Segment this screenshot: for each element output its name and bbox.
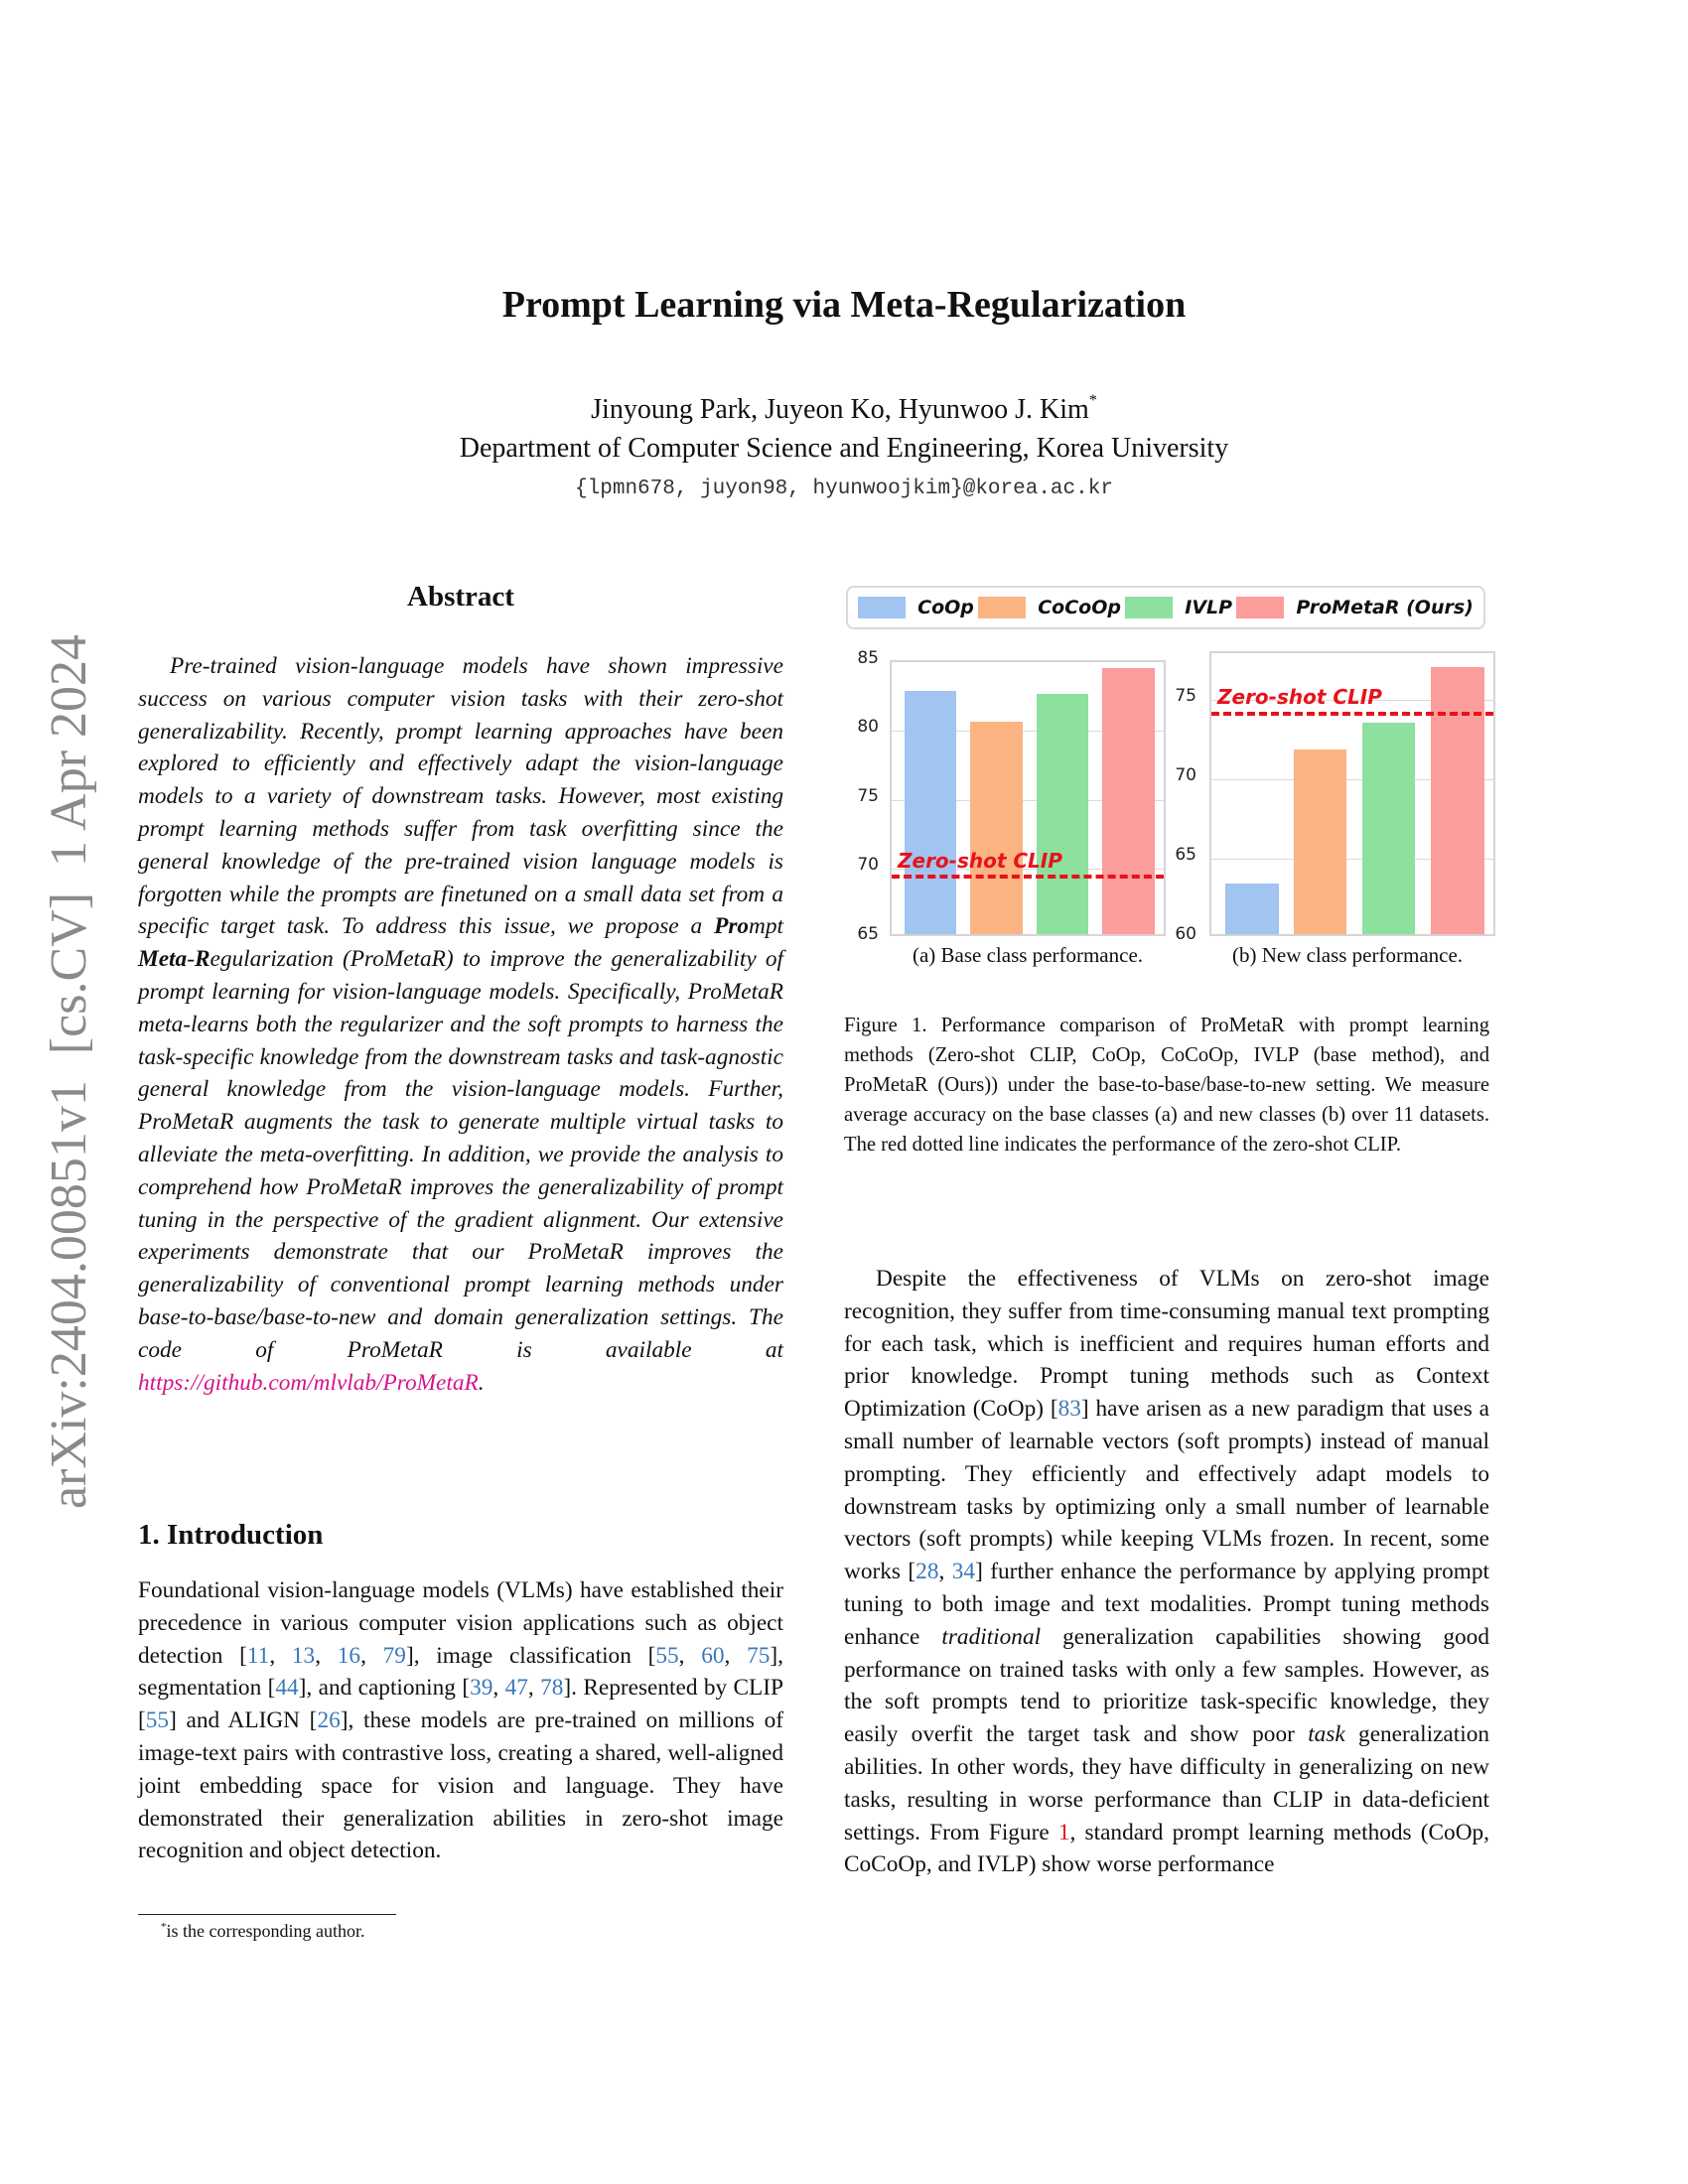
footnote [161,1921,364,1942]
bar-prometar [1431,667,1484,934]
emphasis-text: task [1308,1721,1345,1748]
abstract-text: . [478,1369,485,1396]
body-text: generalization capabilities showing good performance on trained tasks with only a few samples. However, as the soft prompts tend to prioritize task-specific knowledge, they easily overfit the target task and show poor [844,1623,1489,1748]
body-text: Despite the effectiveness of VLMs on zero-shot image recognition, they suffer from time-consuming manual text prompting for each task, which is inefficient and requires human efforts and prior knowledge. Prompt tuning methods such as Context Optimization (CoOp) [ [844,1266,1489,1423]
citation-link[interactable]: 11 [246,1642,270,1669]
footnote-mark: * [161,1921,167,1933]
author-names: Jinyoung Park, Juyeon Ko, Hyunwoo J. Kim [591,394,1089,425]
citation-link[interactable]: 44 [275,1675,299,1702]
body-text: ] further enhance the performance by applying prompt tuning to both image and text modalities. Prompt tuning methods enhance [844,1559,1490,1650]
y-tick-label: 65 [1175,845,1196,865]
legend-item-cocoop [978,597,1121,618]
citation-link[interactable]: 13 [291,1642,316,1669]
body-text: ]. Represented by CLIP [ [138,1675,784,1734]
citation-link[interactable]: 16 [337,1642,361,1669]
bar-coop [905,691,956,934]
bar-cocoop [970,722,1023,934]
abstract-heading: Abstract [407,581,514,613]
y-tick-label: 75 [1175,686,1196,706]
legend-swatch [1236,597,1284,618]
introduction-paragraph: Foundational vision-language models (VLMs) have established their precedence in various computer vision applications such as object detection [11, 13, 16, 79], image classification [55, 60, 75], segmentation [44], and captioning [39, 47, 78]. Represented by CLIP [55] and ALIGN [26], these models are pre-trained on millions of image-text pairs with contrastive loss, creating a shared, well-aligned joint embedding space for vision and language. They have demonstrated their generalization abilities in zero-shot image recognition and object detection. [138,1577,784,1864]
subcaption-a: (a) Base class performance. [912,943,1144,967]
abstract-body [138,650,783,1399]
body-text: ], image classification [ [405,1642,656,1669]
figure-reference-link[interactable]: 1 [1057,1819,1070,1845]
body-text: ], and captioning [ [298,1675,471,1702]
citation-link[interactable]: 55 [145,1707,170,1734]
citation-link[interactable]: 28 [915,1559,939,1585]
citation-link[interactable]: 34 [951,1559,976,1585]
legend-label: CoOp [917,597,974,618]
citation-link[interactable]: 83 [1057,1396,1081,1423]
abstract-emphasis: Meta [138,946,188,973]
bar-coop [1225,884,1279,934]
arxiv-identifier-stamp: arXiv:2404.00851v1 [cs.CV] 1 Apr 2024 [41,633,97,1509]
legend-item-coop [858,597,974,618]
citation-link[interactable]: 60 [701,1642,725,1669]
bar-ivlp [1362,723,1415,934]
citation-link[interactable]: 78 [540,1675,564,1702]
y-tick-label: 85 [857,648,879,668]
paper-title: Prompt Learning via Meta-Regularization [501,284,1187,326]
subcaption-b: (b) New class performance. [1231,943,1464,967]
body-text: ], segmentation [ [138,1642,784,1702]
zero-shot-clip-reference-line [892,875,1164,879]
citation-link[interactable]: 47 [504,1675,528,1702]
legend-swatch [1125,597,1173,618]
footnote-divider [138,1914,396,1915]
zero-shot-clip-reference-line [1211,712,1493,716]
legend-label: ProMetaR (Ours) [1296,597,1474,618]
body-text: generalization abilities. In other words, they have difficulty in generalizing on new tasks, resulting in worse performance than CLIP in data-deficient settings. From Figure [844,1721,1489,1845]
legend-swatch [978,597,1026,618]
bar-prometar [1102,668,1155,934]
abstract-emphasis: R [194,946,211,973]
abstract-emphasis: Pro [714,913,750,940]
citation-link[interactable]: 39 [470,1675,493,1702]
figure-1-caption: Figure 1. Performance comparison of ProMetaR with prompt learning methods (Zero-shot CLIP, CoOp, CoCoOp, IVLP (base method), and ProMetaR (Ours)) under the base-to-base/base-to-new setting. We measure average accuracy on the base classes (a) and new classes (b) over 11 datasets. The red dotted line indicates the performance of the zero-shot CLIP. [844,1015,1489,1156]
citation-link[interactable]: 75 [747,1642,771,1669]
body-text: ] have arisen as a new paradigm that uses a small number of learnable vectors (soft prompts) instead of manual prompting. They efficiently and effectively adapt models to downstream tasks by optimizing only a small number of learnable vectors (soft prompts) while keeping VLMs frozen. In recent, some works [ [844,1396,1489,1585]
code-repository-link[interactable]: https://github.com/mlvlab/ProMetaR [138,1369,479,1396]
introduction-paragraph-2: Despite the effectiveness of VLMs on zero-shot image recognition, they suffer from time-consuming manual text prompting for each task, which is inefficient and requires human efforts and prior knowledge. Prompt tuning methods such as Context Optimization (CoOp) [83] have arisen as a new paradigm that uses a small number of learnable vectors (soft prompts) instead of manual prompting. They efficiently and effectively adapt models to downstream tasks by optimizing only a small number of learnable vectors (soft prompts) while keeping VLMs frozen. In recent, some works [28, 34] further enhance the performance by applying prompt tuning to both image and text modalities. Prompt tuning methods enhance traditional generalization capabilities showing good performance on trained tasks with only a few samples. However, as the soft prompts tend to prioritize task-specific knowledge, they easily overfit the target task and show poor task generalization abilities. In other words, they have difficulty in generalizing on new tasks, resulting in worse performance than CLIP in data-deficient settings. From Figure 1, standard prompt learning methods (CoOp, CoCoOp, and IVLP) show worse performance [844,1266,1490,1878]
abstract-text: - [187,946,195,973]
body-text: , standard prompt learning methods (CoOp, CoCoOp, and IVLP) show worse performance [844,1819,1490,1878]
affiliation: Department of Computer Science and Engineering, Korea University [459,433,1229,464]
abstract-text: Pre-trained vision-language models have shown impressive success on various computer vision tasks with their zero-shot generalizability. Recently, prompt learning approaches have been explored to efficiently and effectively adapt the vision-language models to a variety of downstream tasks. However, most existing prompt learning methods suffer from task overfitting since the general knowledge of the pre-trained vision language models is forgotten while the prompts are finetuned on a small data set from a specific target task. To address this issue, we propose a [138,653,783,940]
citation-link[interactable]: 55 [655,1642,679,1669]
body-text: Foundational vision-language models (VLMs) have established their precedence in various computer vision applications such as object detection [ [138,1577,783,1669]
author-list [0,394,1688,426]
zero-shot-clip-label: Zero-shot CLIP [1217,685,1382,709]
legend-item-ivlp [1125,597,1232,618]
corresponding-author-mark: * [1088,392,1097,409]
legend-item-prometar [1236,597,1473,618]
y-tick-label: 60 [1175,924,1196,944]
body-text: ] and ALIGN [ [169,1707,318,1734]
citation-link[interactable]: 26 [317,1707,341,1734]
legend-label: IVLP [1185,597,1233,618]
author-emails: {lpmn678, juyon98, hyunwoojkim}@korea.ac.kr [575,478,1113,500]
emphasis-text: traditional [941,1623,1042,1650]
plot-area [1209,651,1495,936]
citation-link[interactable]: 79 [382,1642,406,1669]
legend-label: CoCoOp [1038,597,1121,618]
bar-cocoop [1294,750,1346,934]
chart-legend [846,586,1485,629]
section-heading-introduction: 1. Introduction [138,1519,324,1551]
plot-area [890,660,1166,936]
abstract-text: egularization (ProMetaR) to improve the generalizability of prompt learning for vision-language models. Specifically, ProMetaR meta-learns both the regularizer and the soft prompts to harness the task-specific knowledge from the downstream tasks and task-agnostic general knowledge from the vision-language models. Further, ProMetaR augments the task to generate multiple virtual tasks to alleviate the meta-overfitting. In addition, we provide the analysis to comprehend how ProMetaR improves the generalizability of prompt tuning in the perspective of the gradient alignment. Our extensive experiments demonstrate that our ProMetaR improves the generalizability of conventional prompt learning methods under base-to-base/base-to-new and domain generalization settings. The code of ProMetaR is available at [138,946,783,1363]
footnote-text: is the corresponding author. [166,1921,365,1941]
zero-shot-clip-label: Zero-shot CLIP [898,849,1062,873]
y-tick-label: 70 [1175,765,1196,785]
body-text: ], these models are pre-trained on millions of image-text pairs with contrastive loss, creating a shared, well-aligned joint embedding space for vision and language. They have demonstrated their generalization abilities in zero-shot image recognition and object detection. [138,1707,783,1864]
y-tick-label: 75 [857,786,879,806]
legend-swatch [858,597,906,618]
y-tick-label: 80 [857,717,879,737]
y-tick-label: 65 [857,924,879,944]
y-tick-label: 70 [857,855,879,875]
abstract-text: mpt [749,913,783,940]
bar-ivlp [1037,694,1088,934]
